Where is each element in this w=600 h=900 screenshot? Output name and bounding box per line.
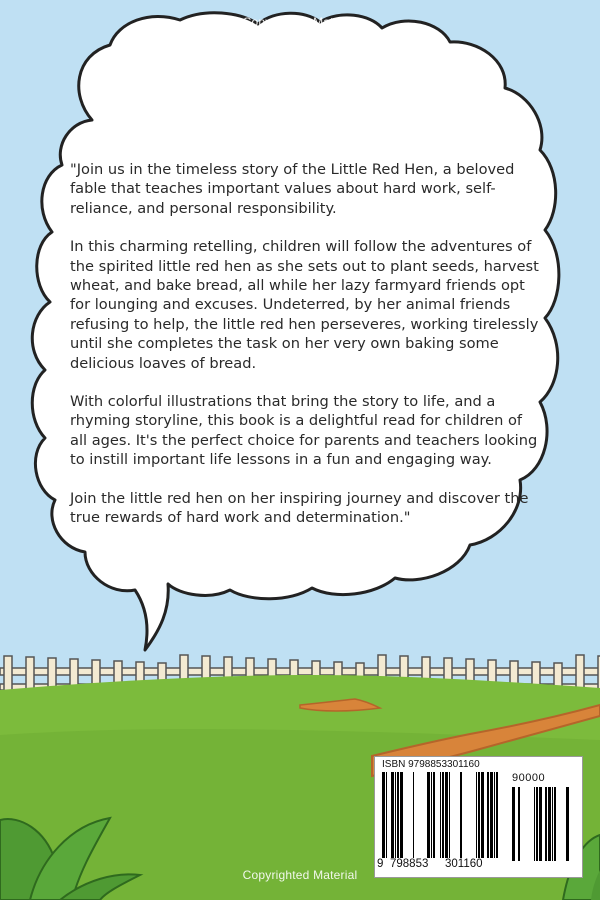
barcode-bar	[449, 772, 450, 858]
barcode-bar	[445, 772, 448, 858]
barcode-bar	[481, 772, 484, 858]
barcode-bar	[413, 772, 414, 858]
blurb-paragraph: Join the little red hen on her inspiring journey and discover the true rewards of hard work and determination."	[70, 489, 529, 527]
barcode-bar	[494, 772, 495, 858]
barcode-bar	[440, 772, 441, 858]
barcode-bar	[476, 772, 477, 858]
barcode-bar	[512, 787, 515, 861]
barcode-bar	[490, 772, 493, 858]
barcode-bar	[391, 772, 394, 858]
barcode-bar	[400, 772, 403, 858]
barcode-bar	[496, 772, 498, 858]
barcode-bar	[518, 787, 520, 861]
barcode-bar	[554, 787, 556, 861]
barcode-bar	[478, 772, 480, 858]
back-cover-blurb	[70, 160, 540, 547]
isbn-barcode	[374, 756, 583, 878]
barcode-digit-lead: 9	[377, 858, 384, 870]
barcode-bar	[382, 772, 385, 858]
barcode-bar	[433, 772, 435, 858]
barcode-bar	[536, 787, 538, 861]
watermark-top: Copyrighted Material	[242, 15, 358, 29]
isbn-label: ISBN 9798853301160	[382, 759, 480, 770]
barcode-bar	[397, 772, 399, 858]
blurb-paragraph: In this charming retelling, children will follow the adventures of the spirited little red hen as she sets out to plant seeds, harvest wheat, and bake bread, all while her lazy farmyard friends opt for lounging and excuses. Undeterred, by her animal friends refusing to help, the little red hen perseveres, working tirelessly until she completes the task on her very own baking some delicious loaves of bread.	[70, 238, 539, 372]
barcode-bar	[534, 787, 535, 861]
barcode-bar	[487, 772, 489, 858]
barcode-bar	[552, 787, 553, 861]
barcode-bars-main	[382, 772, 508, 858]
barcode-bar	[539, 787, 542, 861]
barcode-bar	[386, 772, 387, 858]
barcode-bar	[431, 772, 432, 858]
barcode-bar	[460, 772, 462, 858]
barcode-bar	[395, 772, 396, 858]
blurb-paragraph: "Join us in the timeless story of the Little Red Hen, a beloved fable that teaches important values about hard work, self-reliance, and personal responsibility.	[70, 161, 515, 217]
barcode-bar	[545, 787, 547, 861]
price-code: 90000	[512, 772, 546, 784]
barcode-bar	[442, 772, 444, 858]
watermark-bottom: Copyrighted Material	[242, 868, 358, 882]
barcode-bar	[427, 772, 430, 858]
barcode-bar	[566, 787, 569, 861]
blurb-paragraph: With colorful illustrations that bring the story to life, and a rhyming storyline, this book is a delightful read for children of all ages. It's the perfect choice for parents and teachers looking to instill important life lessons in a fun and engaging way.	[70, 393, 538, 469]
barcode-digit-group: 798853	[390, 858, 429, 870]
barcode-bar	[548, 787, 551, 861]
barcode-bars-addon	[512, 787, 574, 861]
barcode-digit-group: 301160	[445, 858, 483, 870]
